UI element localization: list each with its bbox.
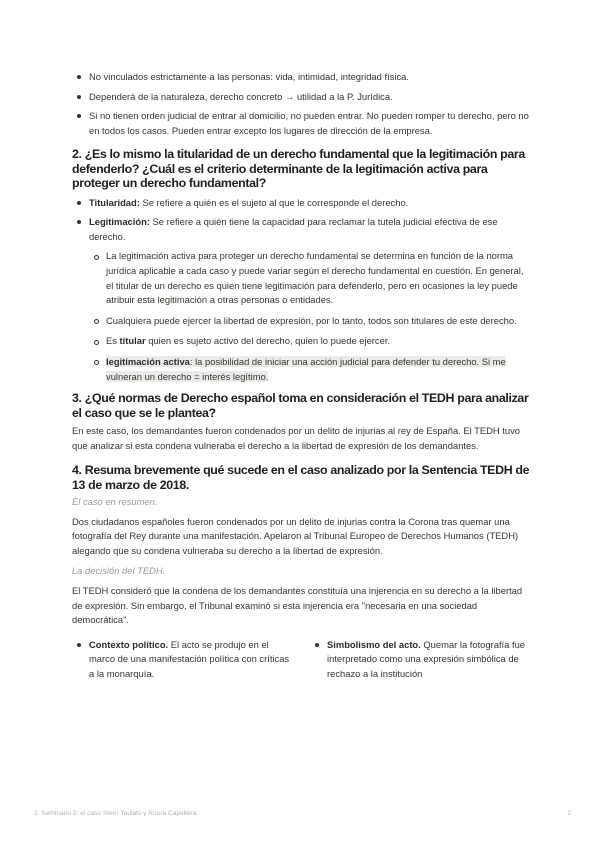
- footer-page-number: 2: [567, 810, 571, 817]
- definition-text: Se refiere a quién es el sujeto al que le corresponde el derecho.: [139, 196, 409, 208]
- footer-document-title: 2. Seminario 2: el caso Stern Taulats y Roura Capellera.: [34, 810, 199, 817]
- list-item-contexto-politico: Contexto político. El acto se produjo en el marco de una manifestación política con críticas a la monarquía.: [72, 638, 294, 682]
- list-item-simbolismo: Simbolismo del acto. Quemar la fotografía fue interpretado como una expresión simbólica de rechazo a la institución: [310, 638, 532, 682]
- sub-list-item: La legitimación activa para proteger un derecho fundamental se determina en función de la norma jurídica aplicable a cada caso y puede variar según el derecho fundamental en cuestión. En general, el titular de un derecho es quien tiene legitimación para defenderlo, pero en ocasiones la ley puede atribuir esta legitimación a otras personas o entidades.: [89, 249, 532, 307]
- subtitle-case-summary: El caso en resumen.: [72, 495, 158, 507]
- definition-text: Se refiere a quién tiene la capacidad para reclamar la tutela judicial efectiva de ese derecho.: [89, 216, 498, 242]
- term-simbolismo: Simbolismo del acto.: [327, 638, 421, 650]
- section-2-bullet-list: [72, 196, 532, 385]
- column-left: [72, 638, 294, 682]
- section-3-paragraph: En este caso, los demandantes fueron condenados por un delito de injurias al rey de España. El TEDH tuvo que analizar si esta condena vulneraba el derecho a la libertad de expresión de los demandantes.: [72, 424, 521, 451]
- list-item-legitimacion: [72, 215, 532, 384]
- list-item-titularidad: [72, 196, 532, 211]
- column-right: [310, 638, 532, 682]
- page-content: [72, 70, 532, 681]
- case-summary-paragraph: Dos ciudadanos españoles fueron condenados por un delito de injurias contra la Corona tras quemar una fotografía del Rey durante una manifestación. Apelaron al Tribunal Europeo de Derechos Humanos (TEDH) alegando que su condena vulneraba su derecho a la libertad de expresión.: [72, 515, 519, 556]
- term-contexto-politico: Contexto político.: [89, 638, 169, 650]
- section-4-heading: 4. Resuma brevemente qué sucede en el caso analizado por la Sentencia TEDH de 13 de marzo de 2018.: [72, 463, 530, 492]
- highlighted-text: legitimación activa: la posibilidad de iniciar una acción judicial para defender tu derecho. Si me vulneran un derecho = interés legítimo.: [106, 355, 506, 382]
- term-titular: titular: [119, 335, 146, 347]
- term-titularidad: Titularidad:: [89, 196, 140, 208]
- two-column-list: [72, 638, 532, 682]
- section-3-heading: 3. ¿Qué normas de Derecho español toma en consideración el TEDH para analizar el caso que se le plantea?: [72, 391, 529, 420]
- sub-list-item: Es titular quien es sujeto activo del derecho, quien lo puede ejercer.: [89, 334, 532, 349]
- term-legitimacion: Legitimación:: [89, 216, 150, 228]
- intro-bullet-list: [72, 70, 532, 138]
- subtitle-tedh-decision: La decisión del TEDH.: [72, 565, 166, 577]
- sub-list-item: [89, 355, 532, 384]
- section-2-heading: 2. ¿Es lo mismo la titularidad de un derecho fundamental que la legitimación para defenderlo? ¿Cuál es el criterio determinante de la legitimación activa para proteger un derecho fundamental?: [72, 147, 525, 191]
- sub-list-item: Cualquiera puede ejercer la libertad de expresión, por lo tanto, todos son titulares de este derecho.: [89, 314, 532, 329]
- list-item: Si no tienen orden judicial de entrar al domicilio, no pueden entrar. No pueden romper tu derecho, pero no en todos los casos. Pueden entrar excepto los lugares de dirección de la empresa.: [72, 109, 532, 138]
- list-item: Dependerá de la naturaleza, derecho concreto → utilidad a la P. Jurídica.: [72, 90, 532, 105]
- legitimacion-sub-list: [89, 249, 532, 384]
- tedh-decision-paragraph: El TEDH consideró que la condena de los demandantes constituía una injerencia en su derecho a la libertad de expresión. Sin embargo, el Tribunal examinó si esta injerencia era "necesaria en una sociedad democrática".: [72, 584, 523, 626]
- term-legitimacion-activa: legitimación activa: [106, 355, 190, 367]
- list-item: No vinculados estrictamente a las personas: vida, intimidad, integridad física.: [72, 70, 532, 85]
